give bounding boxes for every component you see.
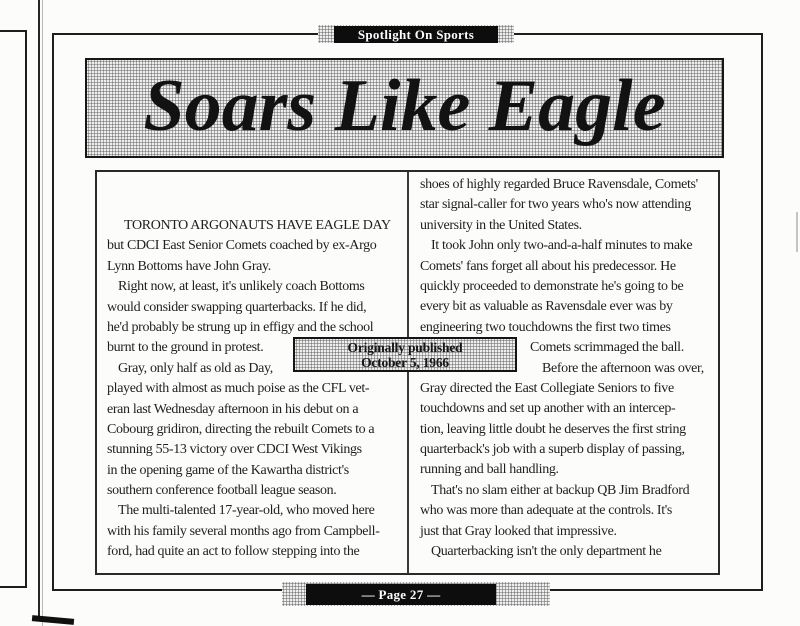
text-line: in the opening game of the Kawartha district's (107, 462, 349, 478)
text-line: star signal-caller for two years who's now attending (420, 197, 691, 213)
text-line: Before the afternoon was over, (542, 360, 704, 376)
text-line: engineering two touchdowns the first two times (420, 319, 671, 335)
text-line: Cobourg gridiron, directing the rebuilt Comets to a (107, 421, 375, 437)
text-line: would consider swapping quarterbacks. If he did, (107, 299, 367, 315)
text-line: TORONTO ARGONAUTS HAVE EAGLE DAY (124, 218, 391, 233)
right-edge-scan-mark (796, 212, 798, 252)
text-line: Comets scrimmaged the ball. (530, 340, 684, 356)
text-line: Comets' fans forget all about his predecessor. He (420, 258, 676, 274)
left-column (107, 216, 407, 563)
text-line: The multi-talented 17-year-old, who moved here (118, 503, 375, 519)
originally-published-box (293, 337, 517, 372)
text-line: Quarterbacking isn't the only department he (431, 544, 662, 560)
text-line: played with almost as much poise as the CFL vet- (107, 381, 370, 397)
text-line: ford, had quite an act to follow stepping into the (107, 544, 360, 560)
text-line: who was more than adequate at the controls. It's (420, 503, 673, 519)
page-gutter-line-faint (42, 0, 43, 626)
text-line: he'd probably be strung up in effigy and the school (107, 319, 374, 335)
headline-title: Soars Like Eagle (143, 65, 666, 147)
adjacent-page-right-edge (25, 30, 27, 588)
text-line: It took John only two-and-a-half minutes to make (431, 238, 693, 254)
page-number-banner (306, 584, 496, 605)
top-banner (334, 26, 498, 43)
text-line: quickly proceeded to demonstrate he's going to be (420, 278, 684, 294)
page-gutter-line (38, 0, 40, 620)
text-line: running and ball handling. (420, 462, 559, 478)
top-banner-label: Spotlight On Sports (357, 26, 475, 42)
text-line: Gray, only half as old as Day, (118, 360, 273, 376)
text-line: touchdowns and set up another with an intercep- (420, 401, 676, 417)
text-line: quarterback's job with a superb display of passing, (420, 442, 685, 458)
text-line: shoes of highly regarded Bruce Ravensdale, Comets' (420, 177, 698, 192)
headline-box (85, 58, 724, 158)
text-line: just that Gray looked that impressive. (420, 523, 617, 539)
published-label: Originally published (347, 340, 463, 355)
adjacent-page-top-edge (0, 30, 27, 32)
gutter-scan-smudge (32, 615, 74, 625)
text-line: university in the United States. (420, 217, 582, 233)
text-line: but CDCI East Senior Comets coached by ex-Argo (107, 238, 377, 254)
text-line: That's no slam either at backup QB Jim Bradford (431, 482, 690, 498)
text-line: tion, leaving little doubt he deserves the first string (420, 421, 686, 437)
text-line: southern conference football league season. (107, 483, 337, 499)
published-date: October 5, 1966 (361, 355, 449, 370)
adjacent-page-bottom-edge (0, 586, 27, 588)
text-line: every bit as valuable as Ravensdale ever was by (420, 299, 673, 315)
text-line: Right now, at least, it's unlikely coach Bottoms (118, 279, 365, 295)
column-divider-line (407, 172, 409, 573)
text-line: with his family several months ago from Campbell- (107, 523, 380, 539)
text-line: Lynn Bottoms have John Gray. (107, 258, 271, 274)
text-line: stunning 55-13 victory over CDCI West Vikings (107, 442, 362, 458)
text-line: eran last Wednesday afternoon in his debut on a (107, 401, 359, 417)
text-line: Gray directed the East Collegiate Seniors to five (420, 380, 674, 396)
page-number-label: — Page 27 — (361, 586, 441, 602)
text-line: burnt to the ground in protest. (107, 340, 264, 356)
